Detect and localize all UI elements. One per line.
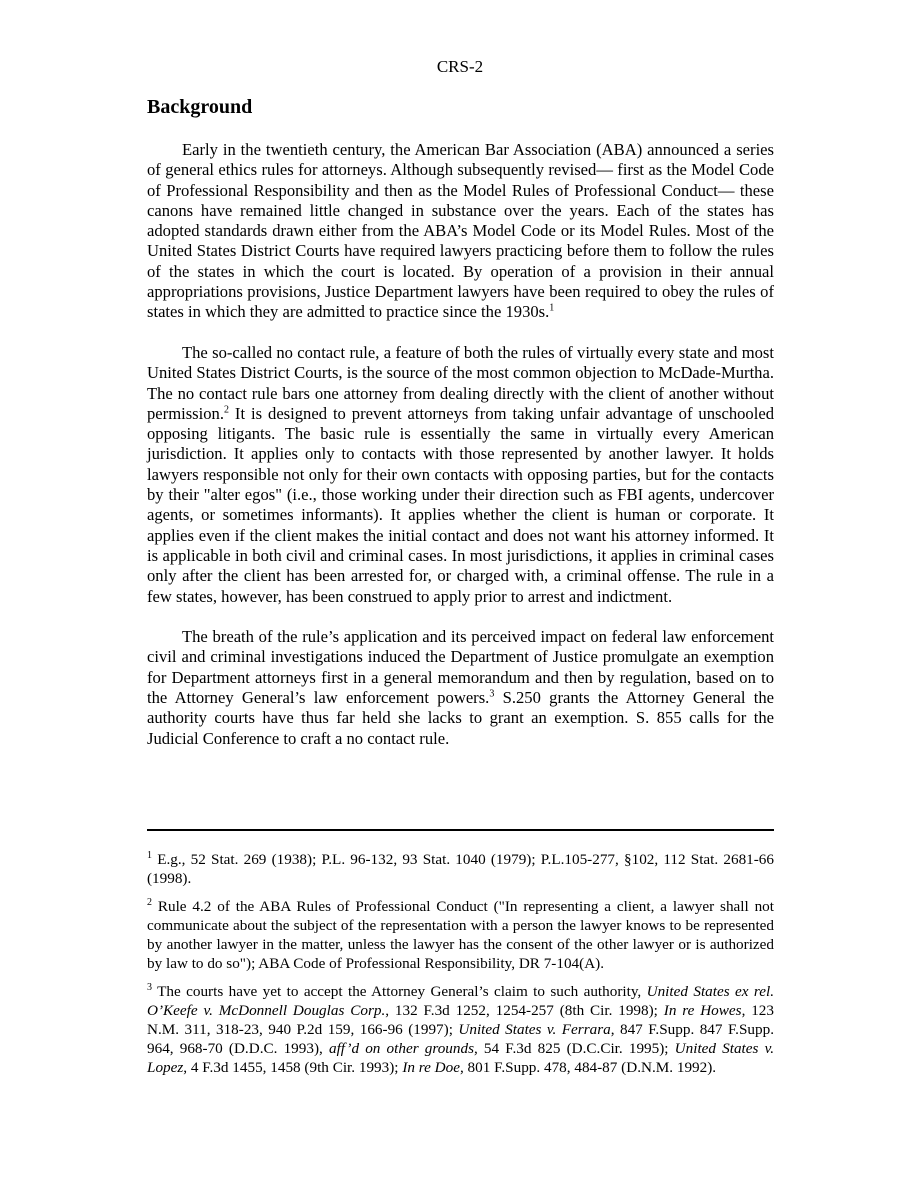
footnote-ref-1: 1 [549,302,555,314]
footnote-3-text: , 54 F.3d 825 (D.C.Cir. 1995); [473,1040,675,1057]
body-text [147,140,774,769]
footnote-divider [147,829,774,831]
case-citation: In re Doe [402,1059,460,1076]
footnote-3-number: 3 [147,981,152,993]
footnote-3 [147,982,774,1077]
footnote-2-text: Rule 4.2 of the ABA Rules of Professional Conduct ("In representing a client, a lawyer shall not communicate about the subject of the representation with a person the lawyer knows to be represented by another lawyer in the matter, unless the lawyer has the consent of the other lawyer or is authorized by law to do so"); ABA Code of Professional Responsibility, DR 7-104(A). [147,898,774,972]
paragraph-1-text: Early in the twentieth century, the American Bar Association (ABA) announced a series of general ethics rules for attorneys. Although subsequently revised— first as the Model Code of Professional Responsibility and then as the Model Rules of Professional Conduct— these canons have remained little changed in substance over the years. Each of the states has adopted standards drawn either from the ABA’s Model Code or its Model Rules. Most of the United States District Courts have required lawyers practicing before them to follow the rules of the states in which the court is located. By operation of a provision in their annual appropriations provisions, Justice Department lawyers have been required to obey the rules of states in which they are admitted to practice since the 1930s. [147,140,774,322]
footnote-1-text: E.g., 52 Stat. 269 (1938); P.L. 96-132, 93 Stat. 1040 (1979); P.L.105-277, §102, 112 Stat. 2681-66 (1998). [147,851,774,887]
footnote-3-text: , 4 F.3d 1455, 1458 (9th Cir. 1993); [183,1059,403,1076]
footnote-3-text: , 123 N.M. 311, 318-23, 940 P.2d 159, 166-96 (1997); [147,1002,774,1038]
paragraph-3-text-a: The breath of the rule’s application and its perceived impact on federal law enforcement civil and criminal investigations induced the Department of Justice promulgate an exemption for Department attorneys first in a general memorandum and then by regulation, based on to the Attorney General’s law enforcement powers. [147,627,774,708]
footnotes [147,850,774,1086]
footnote-2 [147,897,774,973]
case-citation: United States v. Lopez [147,1040,774,1076]
footnote-2-number: 2 [147,896,152,908]
footnote-ref-3: 3 [489,688,495,700]
footnote-3-text: , 132 F.3d 1252, 1254-257 (8th Cir. 1998); [385,1002,664,1019]
footnote-3-text: The courts have yet to accept the Attorney General’s claim to such authority, [152,983,647,1000]
paragraph-2 [147,343,774,607]
paragraph-3 [147,627,774,749]
case-citation: In re Howes [663,1002,742,1019]
case-citation: aff’d on other grounds [328,1040,474,1057]
paragraph-2-text-a: The so-called no contact rule, a feature of both the rules of virtually every state and most United States District Courts, is the source of the most common objection to McDade-Murtha. The no contact rule bars one attorney from dealing directly with the client of another without permission. [147,342,774,423]
footnote-3-text: , 801 F.Supp. 478, 484-87 (D.N.M. 1992). [459,1059,717,1076]
page-header: CRS-2 [436,57,484,76]
case-citation: United States v. Ferrara [458,1021,611,1038]
footnote-3-text: , 847 F.Supp. 847 F.Supp. 964, 968-70 (D.D.C. 1993), [147,1021,774,1057]
section-title: Background [147,96,253,118]
case-citation: United States ex rel. O’Keefe v. McDonnell Douglas Corp. [147,983,774,1019]
paragraph-3-text-b: S.250 grants the Attorney General the authority courts have thus far held she lacks to grant an exemption. S. 855 calls for the Judicial Conference to craft a no contact rule. [147,688,775,748]
paragraph-1 [147,140,774,323]
footnote-1-number: 1 [147,849,152,861]
footnote-ref-2: 2 [223,404,229,416]
footnote-1 [147,850,774,888]
paragraph-2-text-b: It is designed to prevent attorneys from taking unfair advantage of unschooled opposing litigants. The basic rule is essentially the same in virtually every American jurisdiction. It applies only to contacts with those represented by another lawyer. It holds lawyers responsible not only for their own contacts with opposing parties, but for the contacts by their "alter egos" (i.e., those working under their direction such as FBI agents, undercover agents, or sometimes informants). It applies whether the client is human or corporate. It applies even if the client makes the initial contact and does not want his attorney informed. It is applicable in both civil and criminal cases. In most jurisdictions, it applies in criminal cases only after the client has been arrested for, or charged with, a criminal offense. The rule in a few states, however, has been construed to apply prior to arrest and indictment. [147,403,774,606]
